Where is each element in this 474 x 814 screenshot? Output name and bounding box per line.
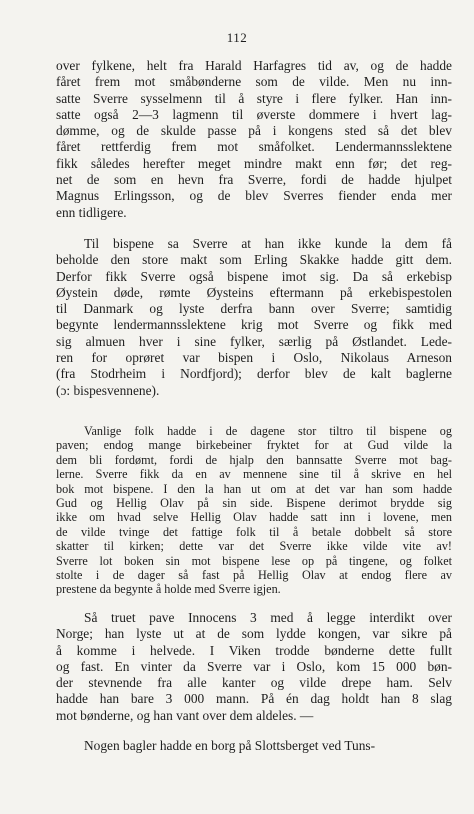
paragraph — [56, 738, 452, 754]
text-line: prestene da begynte å holde med Sverre igjen. — [56, 582, 281, 597]
text-line: Øystein døde, rømte Øysteins eftermann på erkebispestolen — [56, 284, 452, 300]
text-line: lerne. Sverre fikk da en av mennene sine til å skrive en hel — [56, 467, 452, 482]
text-line: Magnus Erlingsson, og de blev Sverres fiender enda mer — [56, 188, 452, 204]
text-line: dem bli fordømt, fordi de hjalp den bannsatte Sverre mot bag- — [56, 452, 452, 467]
page-number: 112 — [226, 30, 248, 45]
text-line: over fylkene, helt fra Harald Harfagres tid av, og de hadde — [56, 58, 452, 73]
text-line: bok mot bispene. I den la han ut om at det var han som hadde — [56, 481, 452, 496]
text-line: satte også 2—3 lagmenn til øverste dommere i hvert lag- — [56, 106, 452, 122]
text-line: net de som en hevn fra Sverre, fordi de hadde hjulpet — [56, 172, 452, 188]
text-line: de vilde tvinge det fattige folk til å betale dobbelt så store — [56, 524, 452, 539]
text-line: der stevnende fra alle kanter og vilde drepe ham. Selv — [56, 675, 452, 691]
paragraph — [56, 58, 452, 221]
text-line: stolte i de dager så fast på Hellig Olav at endog flere av — [56, 568, 452, 583]
text-line: Gud og Hellig Olav på sin side. Bispene derimot brydde sig — [56, 496, 452, 511]
text-line: Så truet pave Innocens 3 med å legge interdikt over — [84, 610, 452, 625]
text-line: paven; endog mange birkebeiner fryktet for at Gud vilde la — [56, 438, 452, 453]
text-line: Nogen bagler hadde en borg på Slottsberget ved Tuns- — [84, 738, 376, 753]
text-line: beholde den store makt som Erling Skakke hadde gitt dem. — [56, 252, 452, 268]
text-line: (fra Stodrheim i Nordfjord); derfor blev de kalt baglerne — [56, 366, 452, 382]
text-line: begynte lendermannsslektene krig mot Sverre og fikk med — [56, 317, 452, 333]
text-line: Derfor fikk Sverre også bispene imot sig. Da så erkebisp — [56, 268, 452, 284]
paragraph — [56, 236, 452, 399]
text-line: (ɔ: bispesvennene). — [56, 382, 160, 398]
text-line: skatter til kirken; dette var det Sverre ikke vilde vite av! — [56, 539, 452, 554]
text-line: fåret rettferdig frem mot småfolket. Lendermannsslektene — [56, 139, 452, 155]
text-line: satte Sverre sysselmenn til å styre i flere fylker. Han inn- — [56, 90, 452, 106]
paragraph — [56, 610, 452, 724]
text-line: ren for oprøret var bispen i Oslo, Nikolaus Arneson — [56, 350, 452, 366]
text-line: Norge; han lyste ut at de som lydde kongen, var sikre på — [56, 626, 452, 642]
text-line: enn tidligere. — [56, 204, 127, 220]
text-line: ikke om hvad selve Hellig Olav hadde satt inn i lovene, men — [56, 510, 452, 525]
text-line: fåret frem mot småbønderne som de vilde. Men nu inn- — [56, 74, 452, 90]
text-line: Til bispene sa Sverre at han ikke kunde la dem få — [84, 236, 452, 251]
text-line: Vanlige folk hadde i de dagene stor tiltro til bispene og — [84, 424, 452, 438]
text-line: fikk således herefter meget mindre makt enn før; det reg- — [56, 155, 452, 171]
paragraph-small-print — [56, 424, 452, 597]
text-line: Sverre lot boken sin mot bispene lese op på tingene, og folket — [56, 553, 452, 568]
text-line: til Danmark og lyste derfra bann over Sverre; samtidig — [56, 301, 452, 317]
text-line: å komme i helvede. I Viken trodde bønderne dette fullt — [56, 642, 452, 658]
text-line: dømme, og de skulde passe på i kongens sted så det blev — [56, 123, 452, 139]
text-line: og fast. En vinter da Sverre var i Oslo, kom 15 000 bøn- — [56, 658, 452, 674]
text-line: hadde han bare 3 000 mann. På én dag holdt han 8 slag — [56, 691, 452, 707]
text-line: sig almuen hver i sine fylker, særlig på Østlandet. Lede- — [56, 333, 452, 349]
text-line: mot bønderne, og han vant over dem aldeles. — — [56, 707, 314, 723]
